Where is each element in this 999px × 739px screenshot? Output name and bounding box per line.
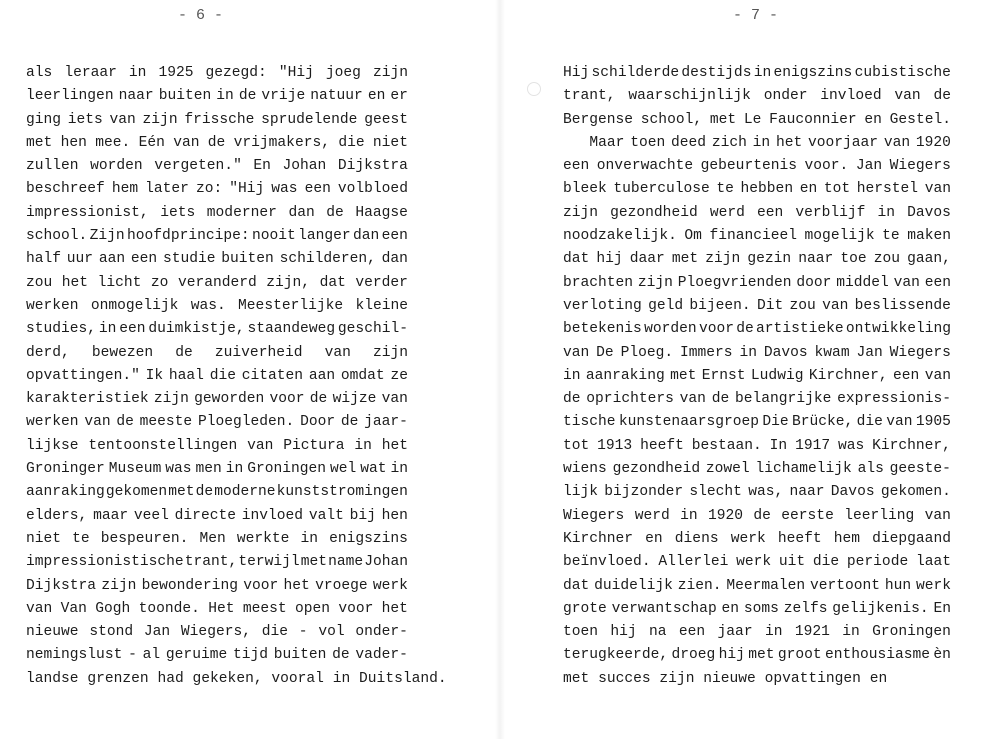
text-line: aanraking gekomen met de moderne kunststromingen [26,484,408,501]
text-line: betekenis worden voor de artistieke ontwikkeling [563,321,951,338]
text-line: lijkse tentoonstellingen van Pictura in het [26,437,408,454]
text-line: lijk bijzonder slecht was, naar Davos gekomen. [563,484,951,501]
text-line: landse grenzen had gekeken, vooral in Duitsland. [26,670,447,687]
text-line: bleek tuberculose te hebben en tot herstel van [563,181,951,198]
text-line: zijn gezondheid werd een verblijf in Davos [563,204,951,221]
text-line: school. Zijn hoofdprincipe: nooit langer dan een [26,228,408,245]
text-line: derd, bewezen de zuiverheid van zijn [26,344,408,361]
page-number-right: - 7 - [733,7,779,24]
text-line: dat hij daar met zijn gezin naar toe zou gaan, [563,251,951,268]
text-line: een onverwachte gebeurtenis voor. Jan Wiegers [563,158,951,175]
text-line: half uur aan een studie buiten schilderen, dan [26,251,408,268]
text-line: tot 1913 heeft bestaan. In 1917 was Kirchner, [563,437,951,454]
text-line: verloting geld bijeen. Dit zou van beslissende [563,297,951,314]
text-line: beschreef hem later zo: "Hij was een volbloed [26,181,408,198]
text-line: de oprichters van de belangrijke expressionis- [563,391,951,408]
right-page [505,0,999,739]
book-gutter [495,0,505,739]
right-page-text [563,62,951,691]
text-line: werken onmogelijk was. Meesterlijke kleine [26,297,408,314]
text-line: opvattingen." Ik haal die citaten aan omdat ze [26,367,408,384]
text-line: Kirchner en diens werk heeft hem diepgaand [563,530,951,547]
text-line: ging iets van zijn frissche sprudelende geest [26,111,408,128]
text-line: brachten zijn Ploegvrienden door middel van een [563,274,951,291]
text-line: van De Ploeg. Immers in Davos kwam Jan Wiegers [563,344,951,361]
text-line: grote verwantschap en soms zelfs gelijkenis. En [563,600,951,617]
text-line: van Van Gogh toonde. Het meest open voor het [26,600,408,617]
text-line: Bergense school, met Le Fauconnier en Gestel. [563,111,951,128]
text-line: nemingslust - al geruime tijd buiten de vader- [26,647,408,664]
text-line: trant, waarschijnlijk onder invloed van de [563,88,951,105]
text-line: zullen worden vergeten." En Johan Dijkstra [26,158,408,175]
text-line: niet te bespeuren. Men werkte in enigszins [26,530,408,547]
text-line: als leraar in 1925 gezegd: "Hij joeg zijn [26,65,408,81]
left-page-text [26,62,447,691]
text-line: impressionist, iets moderner dan de Haagse [26,204,408,221]
text-line: Hij schilderde destijds in enigszins cubistische [563,65,951,81]
text-line: Wiegers werd in 1920 de eerste leerling van [563,507,951,524]
text-line: terugkeerde, droeg hij met groot enthousiasme èn [563,647,951,664]
text-line: Groninger Museum was men in Groningen wel wat in [26,461,408,478]
text-line: wiens gezondheid zowel lichamelijk als geeste- [563,461,951,478]
text-line: toen hij na een jaar in 1921 in Groningen [563,624,951,641]
text-line: zou het licht zo veranderd zijn, dat verder [26,274,408,291]
text-line: noodzakelijk. Om financieel mogelijk te maken [563,228,951,245]
text-line: leerlingen naar buiten in de vrije natuur en er [26,88,408,105]
paper-speck [527,82,541,96]
text-line: met hen mee. Eén van de vrijmakers, die niet [26,134,408,151]
page-number-left: - 6 - [178,7,224,24]
text-line: beïnvloed. Allerlei werk uit die periode laat [563,554,951,571]
text-line: met succes zijn nieuwe opvattingen en [563,670,888,687]
left-page [0,0,495,739]
text-line: werken van de meeste Ploegleden. Door de jaar- [26,414,408,431]
text-line: karakteristiek zijn geworden voor de wijze van [26,391,408,408]
text-line: elders, maar veel directe invloed valt bij hen [26,507,408,524]
text-line: studies, in een duimkistje, staandeweg geschil- [26,321,408,338]
text-line: dat duidelijk zien. Meermalen vertoont hun werk [563,577,951,594]
text-line: impressionistische trant, terwijl met name Johan [26,554,408,571]
text-line: Dijkstra zijn bewondering voor het vroege werk [26,577,408,594]
text-line: nieuwe stond Jan Wiegers, die - vol onder- [26,624,408,641]
text-line: Maar toen deed zich in het voorjaar van 1920 [589,134,951,151]
text-line: tische kunstenaarsgroep Die Brücke, die van 1905 [563,414,951,431]
text-line: in aanraking met Ernst Ludwig Kirchner, een van [563,367,951,384]
